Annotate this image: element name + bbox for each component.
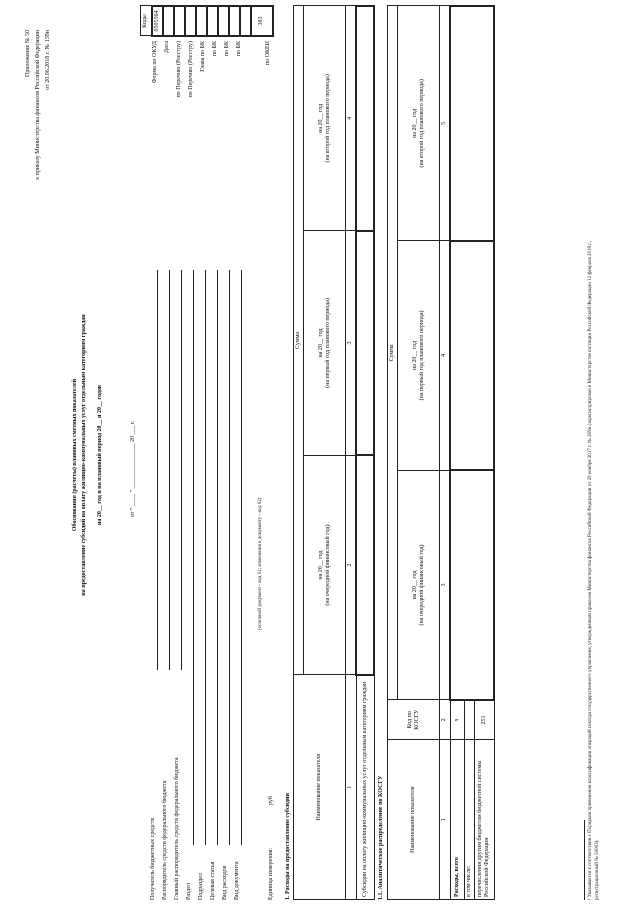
- header-field-label-7: Вид документа: [234, 861, 240, 900]
- unit-label: Единица измерения:: [268, 847, 274, 900]
- s11-row-incl-label: в том числе:: [464, 740, 474, 900]
- s11-year-1-note: (на очередной финансовый год): [418, 544, 425, 626]
- s11-row-total-label: Расходы, всего: [450, 740, 464, 900]
- s11-year-1-label: на 20__ год: [411, 570, 418, 600]
- s1-year-1-label: на 20__ год: [317, 550, 324, 580]
- s1-cell-2[interactable]: [356, 231, 374, 456]
- header-field-line-3[interactable]: [193, 270, 194, 845]
- codes-header: Коды: [141, 6, 152, 36]
- header-field-label-4: Подраздел: [198, 873, 204, 900]
- code-value-3[interactable]: [185, 6, 196, 36]
- section-1-1-table: [387, 5, 495, 900]
- header-field-label-5: Целевая статья: [210, 861, 216, 900]
- s1-year-2-label: на 20__ год: [317, 328, 324, 358]
- s1-year-2-note: (на первый год планового периода): [324, 298, 331, 388]
- s1-year-1-note: (на очередной финансовый год): [324, 524, 331, 606]
- code-label-7: по БК: [236, 41, 242, 57]
- header-field-label-6: Вид расходов: [222, 865, 228, 900]
- title-line-3: на 20__ год и на плановый период 20__ и 20__ годов: [97, 384, 103, 526]
- header-field-line-2[interactable]: [181, 270, 182, 670]
- code-label-9: по ОКЕИ: [265, 41, 271, 66]
- code-value-9[interactable]: 383: [251, 6, 273, 36]
- header-field-label-2: Главный распорядитель средств федерального бюджета: [174, 757, 180, 900]
- s11-year-3-label: на 20__ год: [411, 108, 418, 138]
- header-field-line-5[interactable]: [217, 270, 218, 845]
- unit-value: руб: [268, 796, 274, 805]
- code-value-5[interactable]: [207, 6, 218, 36]
- footnote-line-2: регистрационный № 50003).: [595, 839, 600, 900]
- section-1-table: [293, 5, 375, 900]
- code-value-2[interactable]: [174, 6, 185, 36]
- s11-num-4: 4: [440, 241, 451, 471]
- code-value-4[interactable]: [196, 6, 207, 36]
- s11-num-5: 5: [440, 6, 451, 241]
- document-type-note: (основной документ - код 01; изменения к документу - код 02): [258, 497, 263, 630]
- date-line: от " ____ " _______________ 20 ___ г.: [130, 420, 136, 517]
- header-field-label-1: Распорядитель средств федерального бюджета: [162, 780, 168, 900]
- s11-row-transfer-label: перечисления другим бюджетам бюджетной системы Российской Федерации: [474, 740, 494, 900]
- code-label-0: Форма по ОКУД: [152, 41, 158, 84]
- code-label-2: по Перечню (Реестру): [176, 41, 182, 98]
- header-field-line-0[interactable]: [157, 270, 158, 670]
- s11-num-1: 1: [440, 740, 451, 900]
- s1-num-2: 2: [346, 455, 357, 675]
- s11-cell-2[interactable]: [450, 241, 494, 471]
- code-value-1[interactable]: [163, 6, 174, 36]
- s1-num-3: 3: [346, 231, 357, 456]
- section-1-title: 1. Расходы на предоставление субсидии: [285, 793, 291, 900]
- s1-cell-1[interactable]: [356, 455, 374, 675]
- code-value-6[interactable]: [218, 6, 229, 36]
- s11-row-total-code: х: [450, 700, 464, 740]
- code-label-3: по Перечню (Реестру): [188, 41, 194, 98]
- footnote-line-1: ¹ Указывается в соответствии с Порядком применения классификации операций сектора государственного управления, утвержденным приказом Министерства финансов Российской Федерации от 29 ноября 2017 г. № 209н (зарегистрирован в Министерстве юстиции Российской Федерации 12 февраля 2018 г.,: [588, 240, 593, 900]
- header-field-line-7[interactable]: [241, 270, 242, 845]
- s11-year-1: [398, 470, 440, 700]
- s1-cell-3[interactable]: [356, 6, 374, 231]
- header-field-label-3: Раздел: [186, 883, 192, 900]
- s1-num-4: 4: [346, 6, 357, 231]
- appendix-line-3: от 20.06.2018 г. № 139н: [45, 30, 51, 90]
- s11-year-2-label: на 20__ год: [411, 340, 418, 370]
- s1-col-sum: Сумма: [294, 6, 304, 675]
- s11-year-3: [398, 6, 440, 241]
- s11-cell-1[interactable]: [450, 470, 494, 700]
- s11-year-3-note: (на второй год планового периода): [418, 79, 425, 168]
- header-field-line-4[interactable]: [205, 270, 206, 845]
- code-value-0[interactable]: 0505564: [152, 6, 163, 36]
- section-1-1-title: 1.1. Аналитическое распределение по КОСГУ: [378, 775, 384, 900]
- s1-row-label: Субсидии на оплату жилищно-коммунальных услуг отдельным категориям граждан: [356, 675, 374, 900]
- s11-num-3: 3: [440, 470, 451, 700]
- s11-col-code: Код по КОСГУ: [388, 700, 440, 740]
- appendix-line-2: к приказу Министерства финансов Российской Федерации: [35, 30, 41, 180]
- s11-row-incl-code: [464, 700, 474, 740]
- code-value-7[interactable]: [229, 6, 240, 36]
- header-field-line-6[interactable]: [229, 270, 230, 845]
- s1-year-1: [304, 455, 346, 675]
- s1-year-2: [304, 231, 346, 456]
- s11-col-sum: Сумма: [388, 6, 398, 700]
- code-label-4: Глава по БК: [200, 41, 206, 72]
- s11-row-transfer-code: 251: [474, 700, 494, 740]
- s1-num-1: 1: [346, 675, 357, 900]
- s1-year-3: [304, 6, 346, 231]
- title-line-2: на предоставление субсидий на оплату жилищно-коммунальных услуг отдельным категориям граждан: [81, 314, 87, 596]
- code-label-1: Дата: [164, 41, 170, 53]
- codes-table: [140, 5, 274, 37]
- s11-num-2: 2: [440, 700, 451, 740]
- header-field-label-0: Получатель бюджетных средств: [150, 817, 156, 900]
- s11-col-name: Наименование показателя: [388, 740, 440, 900]
- s1-year-3-label: на 20__ год: [317, 103, 324, 133]
- s1-col-name: Наименование показателя: [294, 675, 346, 900]
- s11-year-2: [398, 241, 440, 471]
- header-field-line-1[interactable]: [169, 270, 170, 670]
- footnote-divider: [584, 820, 585, 900]
- s11-cell-3[interactable]: [450, 6, 494, 241]
- title-line-1: Обоснования (расчеты) плановых сметных показателей: [72, 378, 78, 532]
- appendix-line-1: Приложение № 50: [25, 30, 31, 77]
- code-label-6: по БК: [224, 41, 230, 57]
- code-value-8[interactable]: [240, 6, 251, 36]
- s11-year-2-note: (на первый год планового периода): [418, 310, 425, 401]
- code-label-5: по БК: [212, 41, 218, 57]
- s1-year-3-note: (на второй год планового периода): [324, 74, 331, 163]
